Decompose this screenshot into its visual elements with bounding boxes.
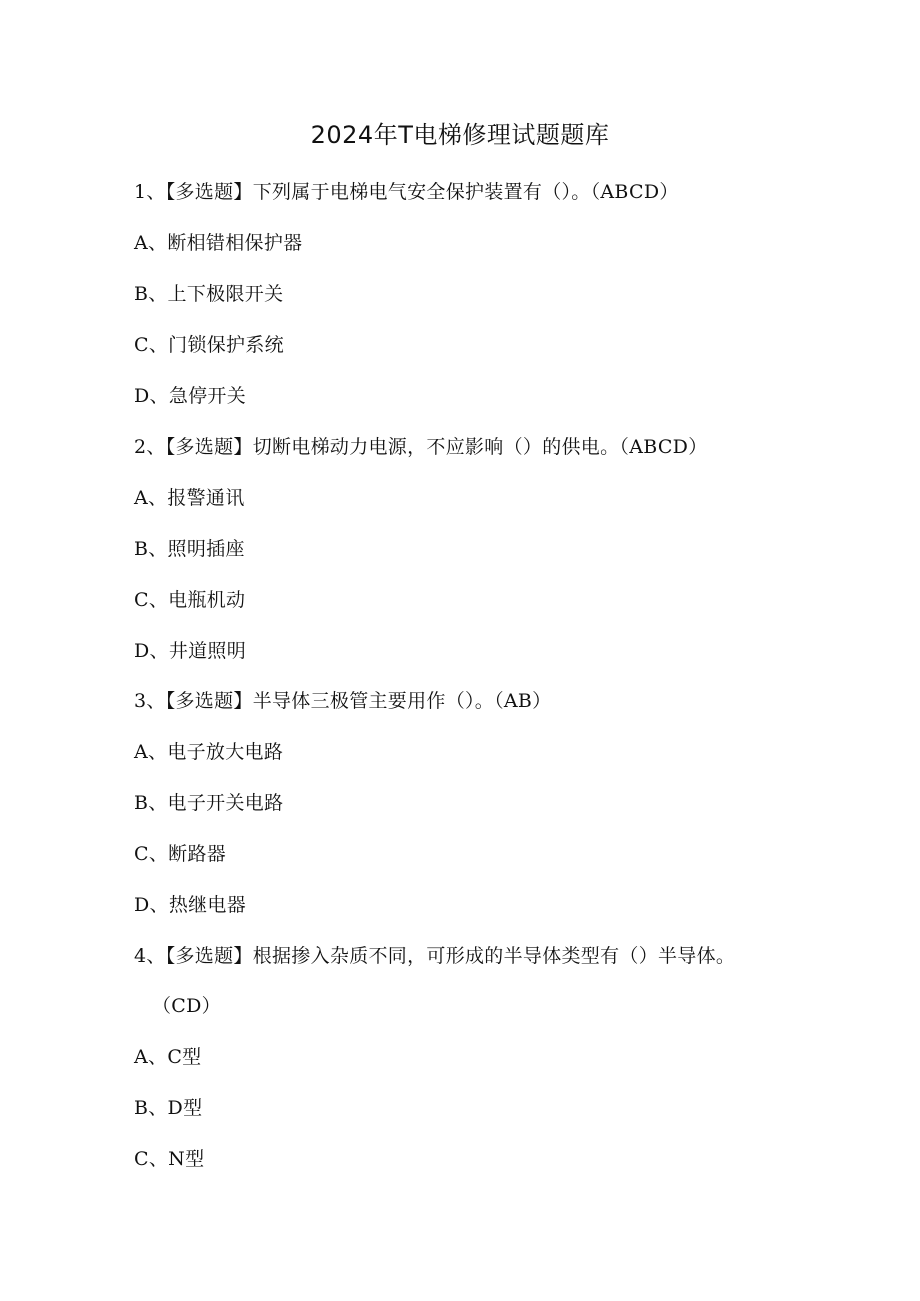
question-3-option-d: D、热继电器 — [134, 894, 247, 916]
question-1-option-d: D、急停开关 — [134, 385, 247, 407]
question-4-option-a: A、C型 — [134, 1046, 202, 1068]
question-3-option-a: A、电子放大电路 — [134, 741, 284, 763]
question-4-option-c: C、N型 — [134, 1148, 205, 1170]
question-1-option-a: A、断相错相保护器 — [134, 232, 303, 254]
question-4-stem-continuation: （CD） — [152, 995, 221, 1017]
question-1-option-c: C、门锁保护系统 — [134, 334, 284, 356]
question-2-option-c: C、电瓶机动 — [134, 589, 246, 611]
question-1-stem: 1、【多选题】下列属于电梯电气安全保护装置有（）。（ABCD） — [134, 181, 679, 203]
question-3-stem: 3、【多选题】半导体三极管主要用作（）。（AB） — [134, 690, 552, 712]
question-4-stem: 4、【多选题】根据掺入杂质不同，可形成的半导体类型有（）半导体。 — [134, 945, 736, 967]
question-2-stem: 2、【多选题】切断电梯动力电源，不应影响（）的供电。（ABCD） — [134, 436, 708, 458]
question-2-option-d: D、井道照明 — [134, 640, 247, 662]
question-3-option-b: B、电子开关电路 — [134, 792, 284, 814]
question-1-option-b: B、上下极限开关 — [134, 283, 284, 305]
question-2-option-b: B、照明插座 — [134, 538, 245, 560]
question-4-option-b: B、D型 — [134, 1097, 203, 1119]
question-2-option-a: A、报警通讯 — [134, 487, 245, 509]
question-3-option-c: C、断路器 — [134, 843, 227, 865]
page-title: 2024年T电梯修理试题题库 — [310, 121, 610, 149]
